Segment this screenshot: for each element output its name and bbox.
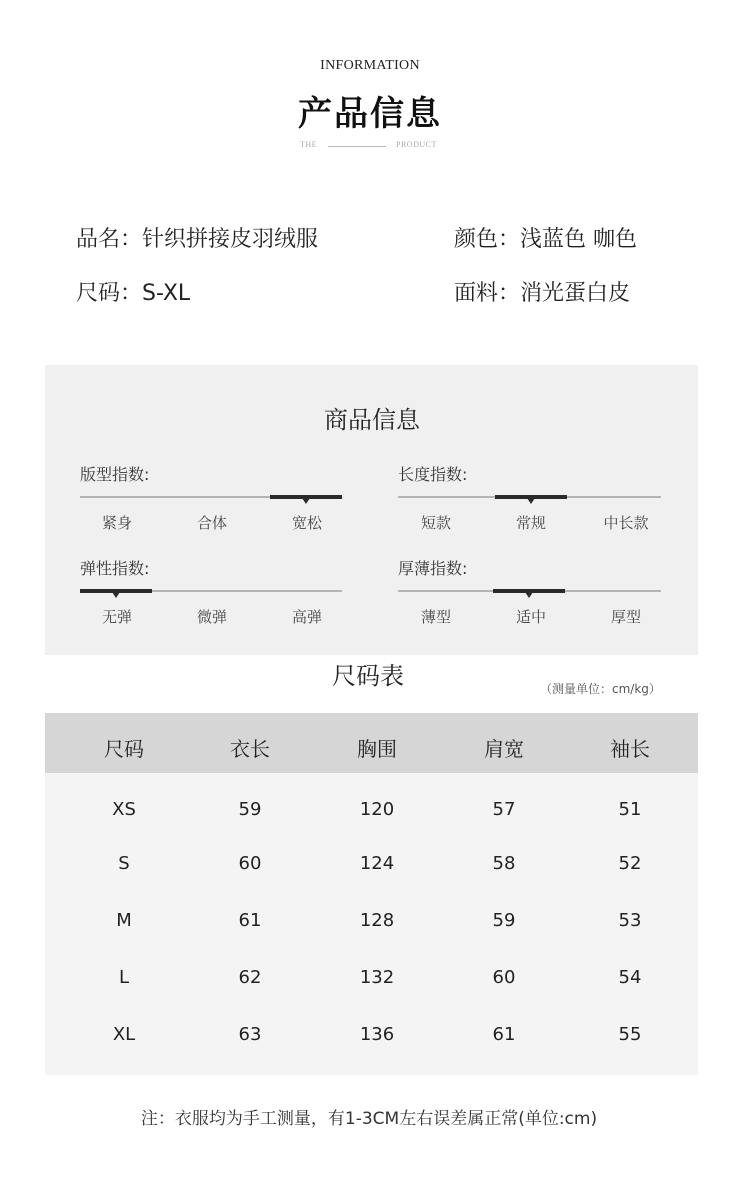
table-cell: 132 xyxy=(359,967,395,988)
product-size-label: 尺码： xyxy=(76,281,143,306)
header-size: 尺码 xyxy=(104,737,144,761)
product-size-value: S-XL xyxy=(142,281,191,306)
elastic-index-label: 弹性指数: xyxy=(80,559,150,578)
table-cell: 63 xyxy=(238,1024,262,1045)
table-cell: 54 xyxy=(618,967,642,988)
table-cell: 53 xyxy=(618,910,642,931)
product-name-value: 针织拼接皮羽绒服 xyxy=(142,227,319,252)
product-fabric-value: 消光蛋白皮 xyxy=(520,281,631,306)
table-cell: 128 xyxy=(359,910,395,931)
fit-option-loose: 宽松 xyxy=(291,514,322,532)
table-cell: XS xyxy=(112,799,136,820)
divider-right-text: PRODUCT xyxy=(396,140,437,149)
header-sleeve: 袖长 xyxy=(610,737,650,761)
table-cell: 61 xyxy=(238,910,262,931)
divider-left-text: THE xyxy=(300,140,318,149)
measurement-disclaimer: 注：衣服均为手工测量，有1-3CM左右误差属正常(单位:cm) xyxy=(140,1109,598,1129)
length-index-label: 长度指数: xyxy=(398,465,468,484)
elastic-option-high: 高弹 xyxy=(291,608,322,626)
product-color-row xyxy=(454,222,637,253)
fit-index-pointer-icon xyxy=(302,498,310,504)
thickness-index-pointer-icon xyxy=(525,592,533,598)
product-name-row xyxy=(76,222,318,253)
thickness-option-thick: 厚型 xyxy=(610,608,641,626)
length-option-regular: 常规 xyxy=(515,514,546,532)
header-chest: 胸围 xyxy=(357,737,397,761)
table-cell: 60 xyxy=(492,967,516,988)
elastic-option-none: 无弹 xyxy=(101,608,132,626)
size-chart-header-row xyxy=(45,713,698,773)
page-title: 产品信息 xyxy=(298,94,442,134)
product-fabric-label: 面料： xyxy=(454,281,521,306)
table-cell: 60 xyxy=(238,853,262,874)
product-fabric-row xyxy=(454,276,630,307)
header-length: 衣长 xyxy=(230,737,270,761)
length-option-midlong: 中长款 xyxy=(603,514,649,532)
table-cell: 59 xyxy=(492,910,516,931)
table-cell: XL xyxy=(112,1024,136,1045)
table-cell: M xyxy=(116,910,132,931)
fit-option-tight: 紧身 xyxy=(101,514,132,532)
indices-panel-title: 商品信息 xyxy=(324,406,420,434)
divider-line xyxy=(328,146,386,147)
size-chart-table xyxy=(45,713,698,1075)
table-cell: 124 xyxy=(359,853,395,874)
size-chart-unit-note: （测量单位：cm/kg） xyxy=(540,682,661,696)
table-cell: 55 xyxy=(618,1024,642,1045)
table-cell: 57 xyxy=(492,799,516,820)
length-option-short: 短款 xyxy=(420,514,451,532)
table-cell: 136 xyxy=(359,1024,395,1045)
table-cell: 59 xyxy=(238,799,262,820)
product-size-row xyxy=(76,276,190,307)
table-cell: 61 xyxy=(492,1024,516,1045)
table-cell: 51 xyxy=(618,799,642,820)
elastic-index-pointer-icon xyxy=(112,592,120,598)
english-heading: INFORMATION xyxy=(320,58,420,73)
table-cell: 58 xyxy=(492,853,516,874)
header-shoulder: 肩宽 xyxy=(484,737,524,761)
product-color-value: 浅蓝色 咖色 xyxy=(520,227,638,252)
table-cell: 52 xyxy=(618,853,642,874)
table-cell: 120 xyxy=(359,799,395,820)
fit-option-regular: 合体 xyxy=(196,514,227,532)
heading-divider xyxy=(300,140,445,154)
length-index-pointer-icon xyxy=(527,498,535,504)
product-color-label: 颜色： xyxy=(454,227,521,252)
elastic-option-slight: 微弹 xyxy=(196,608,227,626)
thickness-option-thin: 薄型 xyxy=(420,608,451,626)
table-cell: S xyxy=(118,853,130,874)
product-name-label: 品名： xyxy=(76,227,143,252)
size-chart-title: 尺码表 xyxy=(332,662,404,690)
table-cell: L xyxy=(118,967,130,988)
table-cell: 62 xyxy=(238,967,262,988)
thickness-index-label: 厚薄指数: xyxy=(398,559,468,578)
thickness-option-medium: 适中 xyxy=(515,608,546,626)
fit-index-label: 版型指数: xyxy=(80,465,150,484)
